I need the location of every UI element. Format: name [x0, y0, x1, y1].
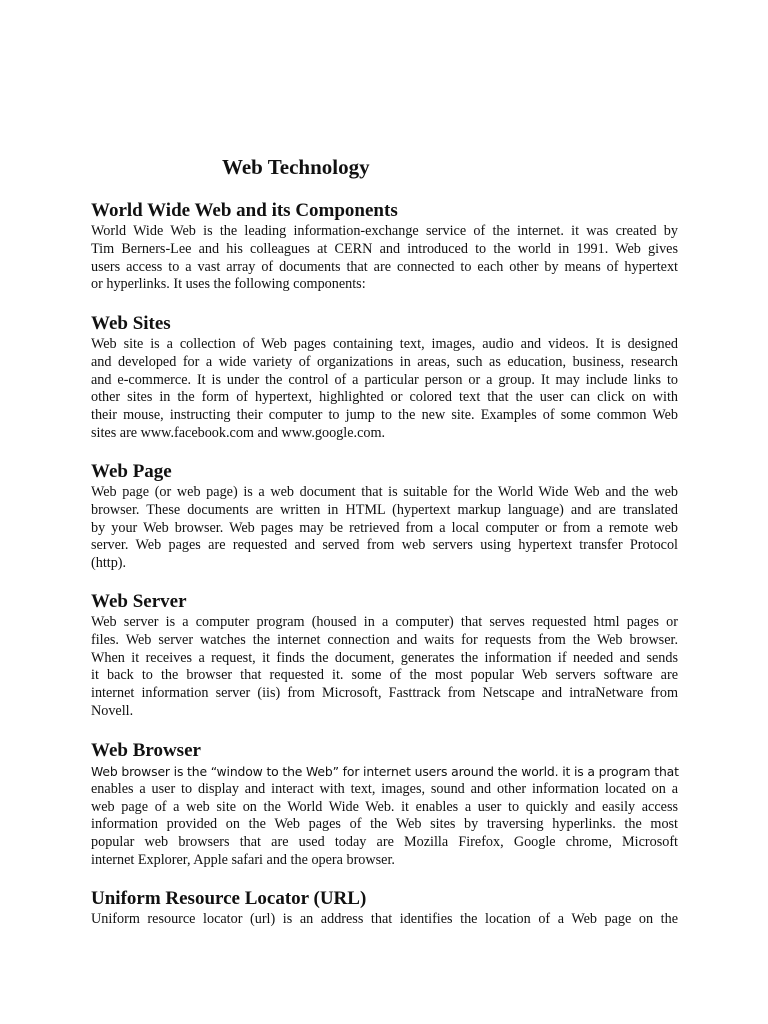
paragraph-line: browser. These documents are written in HTML (hypertext markup language) and are translated: [91, 501, 678, 518]
paragraph-line: Novell.: [91, 702, 134, 719]
paragraph-line: Web page (or web page) is a web document that is suitable for the World Wide Web and the web: [91, 484, 678, 500]
paragraph-line: Tim Berners-Lee and his colleagues at CERN and introduced to the world in 1991. Web gives: [91, 240, 678, 257]
paragraph-line: World Wide Web is the leading information-exchange service of the internet. it was created by: [91, 223, 678, 239]
section-world-wide-web: [91, 199, 678, 294]
section-web-browser: [91, 739, 678, 870]
section-heading: World Wide Web and its Components: [91, 200, 398, 221]
paragraph-line: enables a user to display and interact with text, images, sound and other information located on a: [91, 780, 678, 797]
paragraph-line: and developed for a wide variety of organizations in areas, such as education, business, research: [91, 353, 678, 370]
section-url: [91, 887, 678, 929]
section-heading: Web Server: [91, 591, 187, 612]
paragraph-line: When it receives a request, it finds the document, generates the information if needed and sends: [91, 649, 678, 666]
section-paragraph: [91, 763, 678, 870]
document-title: Web Technology: [222, 155, 370, 179]
section-web-sites: [91, 312, 678, 443]
paragraph-line: server. Web pages are requested and served from web servers using hypertext transfer Protocol: [91, 537, 678, 554]
section-web-server: [91, 590, 678, 721]
section-web-page: [91, 460, 678, 573]
section-paragraph: [91, 484, 678, 573]
section-heading: Uniform Resource Locator (URL): [91, 888, 367, 909]
section-heading: Web Sites: [91, 313, 171, 334]
paragraph-line: or hyperlinks. It uses the following components:: [91, 276, 366, 293]
paragraph-line: Uniform resource locator (url) is an address that identifies the location of a Web page on the: [91, 911, 678, 927]
section-heading: Web Browser: [91, 740, 201, 761]
section-paragraph: [91, 336, 678, 443]
paragraph-line: other sites in the form of hypertext, highlighted or colored text that the user can click on with: [91, 389, 678, 406]
paragraph-line: popular web browsers that are used today are Mozilla Firefox, Google chrome, Microsoft: [91, 834, 678, 851]
section-paragraph: [91, 223, 678, 294]
paragraph-line: (http).: [91, 555, 127, 572]
paragraph-line: users access to a vast array of documents that are connected to each other by means of hypertext: [91, 258, 678, 275]
section-heading: Web Page: [91, 461, 172, 482]
paragraph-line: it back to the browser that requested it. some of the most popular Web servers software are: [91, 667, 678, 684]
paragraph-line: sites are www.facebook.com and www.google.com.: [91, 424, 386, 441]
paragraph-line: internet information server (iis) from Microsoft, Fasttrack from Netscape and intraNetware from: [91, 685, 678, 702]
section-paragraph: [91, 614, 678, 721]
section-paragraph: [91, 911, 678, 929]
paragraph-line: by your Web browser. Web pages may be retrieved from a local computer or from a remote web: [91, 519, 678, 536]
paragraph-line: Web server is a computer program (housed in a computer) that serves requested html pages or: [91, 614, 678, 630]
paragraph-line: internet Explorer, Apple safari and the opera browser.: [91, 851, 395, 868]
paragraph-line: web page of a web site on the World Wide Web. it enables a user to quickly and easily access: [91, 798, 678, 815]
paragraph-line: files. Web server watches the internet connection and waits for requests from the Web browser.: [91, 631, 678, 648]
paragraph-line: and e-commerce. It is under the control of a particular person or a group. It may include links to: [91, 371, 678, 388]
paragraph-line: their mouse, instructing their computer to jump to the new site. Examples of some common Web: [91, 407, 678, 424]
paragraph-line: information provided on the Web pages of the Web sites by traversing hyperlinks. the most: [91, 816, 678, 833]
paragraph-line: Web browser is the “window to the Web” for internet users around the world. it is a program that: [91, 764, 679, 779]
paragraph-line: Web site is a collection of Web pages containing text, images, audio and videos. It is designed: [91, 336, 678, 352]
